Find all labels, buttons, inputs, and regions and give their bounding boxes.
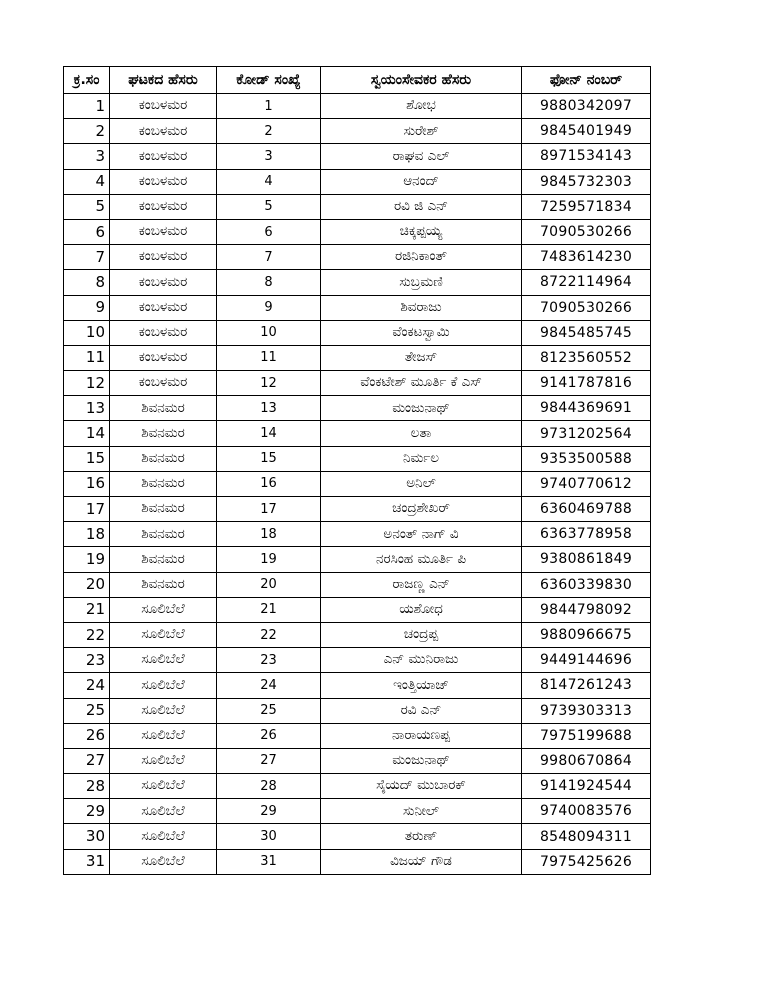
table-row	[64, 597, 651, 622]
cell-code-number: 11	[217, 345, 321, 370]
cell-serial-number: 5	[64, 194, 110, 219]
table-row	[64, 219, 651, 244]
cell-serial-number: 6	[64, 219, 110, 244]
cell-volunteer-name: ಚಿಕ್ಕಪ್ಪಯ್ಯ	[321, 219, 522, 244]
table-row	[64, 497, 651, 522]
cell-code-number: 17	[217, 497, 321, 522]
table-row	[64, 774, 651, 799]
cell-unit-name: ಕಂಬಳಮರ	[110, 144, 217, 169]
volunteer-table	[63, 66, 651, 875]
cell-phone-number: 7090530266	[522, 295, 651, 320]
cell-volunteer-name: ರಾಘವ ಎಲ್	[321, 144, 522, 169]
cell-unit-name: ಕಂಬಳಮರ	[110, 345, 217, 370]
cell-code-number: 4	[217, 169, 321, 194]
cell-unit-name: ಸೂಲಿಬೆಲೆ	[110, 799, 217, 824]
cell-code-number: 13	[217, 396, 321, 421]
cell-phone-number: 9845732303	[522, 169, 651, 194]
cell-code-number: 28	[217, 774, 321, 799]
cell-phone-number: 9739303313	[522, 698, 651, 723]
cell-unit-name: ಕಂಬಳಮರ	[110, 245, 217, 270]
cell-phone-number: 7975425626	[522, 849, 651, 874]
cell-volunteer-name: ರವಿ ಜಿ ಎನ್	[321, 194, 522, 219]
cell-phone-number: 9880966675	[522, 622, 651, 647]
cell-code-number: 5	[217, 194, 321, 219]
cell-unit-name: ಶಿವನಮರ	[110, 522, 217, 547]
table-row	[64, 270, 651, 295]
cell-volunteer-name: ಸುಬ್ರಮಣಿ	[321, 270, 522, 295]
cell-serial-number: 8	[64, 270, 110, 295]
cell-code-number: 10	[217, 320, 321, 345]
cell-serial-number: 12	[64, 371, 110, 396]
cell-serial-number: 11	[64, 345, 110, 370]
cell-serial-number: 31	[64, 849, 110, 874]
cell-serial-number: 16	[64, 471, 110, 496]
cell-unit-name: ಸೂಲಿಬೆಲೆ	[110, 648, 217, 673]
cell-phone-number: 9380861849	[522, 547, 651, 572]
cell-unit-name: ಕಂಬಳಮರ	[110, 94, 217, 119]
cell-unit-name: ಶಿವನಮರ	[110, 396, 217, 421]
cell-phone-number: 9141924544	[522, 774, 651, 799]
cell-volunteer-name: ಅನಿಲ್	[321, 471, 522, 496]
cell-serial-number: 20	[64, 572, 110, 597]
cell-unit-name: ಸೂಲಿಬೆಲೆ	[110, 698, 217, 723]
cell-serial-number: 2	[64, 119, 110, 144]
cell-serial-number: 29	[64, 799, 110, 824]
cell-phone-number: 7483614230	[522, 245, 651, 270]
volunteer-table-container	[63, 66, 651, 875]
cell-unit-name: ಸೂಲಿಬೆಲೆ	[110, 774, 217, 799]
cell-unit-name: ಕಂಬಳಮರ	[110, 295, 217, 320]
cell-code-number: 15	[217, 446, 321, 471]
cell-phone-number: 9740770612	[522, 471, 651, 496]
cell-volunteer-name: ನರಸಿಂಹ ಮೂರ್ತಿ ಪಿ	[321, 547, 522, 572]
cell-code-number: 25	[217, 698, 321, 723]
cell-serial-number: 3	[64, 144, 110, 169]
table-row	[64, 94, 651, 119]
cell-serial-number: 26	[64, 723, 110, 748]
cell-phone-number: 8971534143	[522, 144, 651, 169]
cell-code-number: 19	[217, 547, 321, 572]
table-row	[64, 471, 651, 496]
table-row	[64, 824, 651, 849]
cell-code-number: 1	[217, 94, 321, 119]
cell-code-number: 27	[217, 748, 321, 773]
cell-serial-number: 28	[64, 774, 110, 799]
cell-volunteer-name: ಇಂತ್ತಿಯಾಜ್	[321, 673, 522, 698]
cell-volunteer-name: ಚಂದ್ರಶೇಖರ್	[321, 497, 522, 522]
cell-unit-name: ಕಂಬಳಮರ	[110, 169, 217, 194]
table-row	[64, 748, 651, 773]
cell-code-number: 20	[217, 572, 321, 597]
cell-serial-number: 17	[64, 497, 110, 522]
cell-unit-name: ಕಂಬಳಮರ	[110, 194, 217, 219]
cell-phone-number: 9353500588	[522, 446, 651, 471]
cell-volunteer-name: ತರುಣ್	[321, 824, 522, 849]
cell-phone-number: 9844798092	[522, 597, 651, 622]
cell-volunteer-name: ವಿಜಯ್ ಗೌಡ	[321, 849, 522, 874]
cell-serial-number: 21	[64, 597, 110, 622]
table-row	[64, 119, 651, 144]
cell-unit-name: ಶಿವನಮರ	[110, 446, 217, 471]
cell-serial-number: 25	[64, 698, 110, 723]
cell-volunteer-name: ನಾರಾಯಣಪ್ಪ	[321, 723, 522, 748]
header-code-number: ಕೋಡ್ ಸಂಖ್ಯೆ	[217, 67, 321, 94]
cell-volunteer-name: ನಿರ್ಮಲ	[321, 446, 522, 471]
cell-code-number: 23	[217, 648, 321, 673]
cell-volunteer-name: ಅನಂತ್ ನಾಗ್ ವಿ	[321, 522, 522, 547]
cell-serial-number: 14	[64, 421, 110, 446]
cell-volunteer-name: ಸುನೀಲ್	[321, 799, 522, 824]
cell-volunteer-name: ರವಿ ಎನ್	[321, 698, 522, 723]
cell-phone-number: 8147261243	[522, 673, 651, 698]
cell-phone-number: 7259571834	[522, 194, 651, 219]
cell-code-number: 6	[217, 219, 321, 244]
table-row	[64, 421, 651, 446]
cell-code-number: 18	[217, 522, 321, 547]
cell-unit-name: ಶಿವನಮರ	[110, 421, 217, 446]
cell-volunteer-name: ಸೈಯದ್ ಮುಬಾರಕ್	[321, 774, 522, 799]
cell-unit-name: ಶಿವನಮರ	[110, 547, 217, 572]
cell-unit-name: ಸೂಲಿಬೆಲೆ	[110, 723, 217, 748]
cell-code-number: 21	[217, 597, 321, 622]
cell-volunteer-name: ಎನ್ ಮುನಿರಾಜು	[321, 648, 522, 673]
cell-code-number: 3	[217, 144, 321, 169]
table-row	[64, 446, 651, 471]
cell-phone-number: 9844369691	[522, 396, 651, 421]
cell-volunteer-name: ಶೋಭ	[321, 94, 522, 119]
table-row	[64, 371, 651, 396]
cell-phone-number: 6360339830	[522, 572, 651, 597]
cell-phone-number: 6363778958	[522, 522, 651, 547]
cell-code-number: 2	[217, 119, 321, 144]
cell-unit-name: ಸೂಲಿಬೆಲೆ	[110, 622, 217, 647]
cell-phone-number: 9980670864	[522, 748, 651, 773]
cell-serial-number: 27	[64, 748, 110, 773]
cell-phone-number: 9141787816	[522, 371, 651, 396]
table-row	[64, 396, 651, 421]
cell-volunteer-name: ರಾಜಣ್ಣ ಎನ್	[321, 572, 522, 597]
cell-unit-name: ಕಂಬಳಮರ	[110, 270, 217, 295]
cell-unit-name: ಕಂಬಳಮರ	[110, 371, 217, 396]
table-row	[64, 522, 651, 547]
table-row	[64, 673, 651, 698]
cell-code-number: 7	[217, 245, 321, 270]
cell-serial-number: 4	[64, 169, 110, 194]
table-row	[64, 698, 651, 723]
table-row	[64, 572, 651, 597]
table-row	[64, 648, 651, 673]
cell-volunteer-name: ವೆಂಕಟಸ್ವಾಮಿ	[321, 320, 522, 345]
table-row	[64, 169, 651, 194]
cell-code-number: 9	[217, 295, 321, 320]
cell-serial-number: 23	[64, 648, 110, 673]
table-row	[64, 320, 651, 345]
cell-serial-number: 30	[64, 824, 110, 849]
cell-serial-number: 18	[64, 522, 110, 547]
table-row	[64, 194, 651, 219]
cell-volunteer-name: ಯಶೋಧ	[321, 597, 522, 622]
cell-code-number: 26	[217, 723, 321, 748]
cell-volunteer-name: ರಜಿನಿಕಾಂತ್	[321, 245, 522, 270]
cell-volunteer-name: ಮಂಜುನಾಥ್	[321, 748, 522, 773]
header-serial-number: ಕ್ರ.ಸಂ	[64, 67, 110, 94]
cell-phone-number: 9449144696	[522, 648, 651, 673]
cell-serial-number: 13	[64, 396, 110, 421]
cell-volunteer-name: ತೇಜಸ್	[321, 345, 522, 370]
cell-code-number: 30	[217, 824, 321, 849]
cell-unit-name: ಶಿವನಮರ	[110, 497, 217, 522]
cell-serial-number: 1	[64, 94, 110, 119]
cell-unit-name: ಕಂಬಳಮರ	[110, 320, 217, 345]
cell-volunteer-name: ವೆಂಕಟೇಶ್ ಮೂರ್ತಿ ಕೆ ಎಸ್	[321, 371, 522, 396]
header-volunteer-name: ಸ್ವಯಂಸೇವಕರ ಹೆಸರು	[321, 67, 522, 94]
cell-serial-number: 15	[64, 446, 110, 471]
table-row	[64, 144, 651, 169]
table-row	[64, 622, 651, 647]
cell-phone-number: 8548094311	[522, 824, 651, 849]
cell-code-number: 31	[217, 849, 321, 874]
cell-serial-number: 10	[64, 320, 110, 345]
cell-code-number: 29	[217, 799, 321, 824]
cell-serial-number: 9	[64, 295, 110, 320]
cell-phone-number: 9845485745	[522, 320, 651, 345]
cell-phone-number: 9880342097	[522, 94, 651, 119]
cell-code-number: 12	[217, 371, 321, 396]
table-row	[64, 245, 651, 270]
table-row	[64, 345, 651, 370]
table-body	[64, 94, 651, 875]
cell-volunteer-name: ಚಂದ್ರಪ್ಪ	[321, 622, 522, 647]
cell-volunteer-name: ಆನಂದ್	[321, 169, 522, 194]
cell-unit-name: ಶಿವನಮರ	[110, 572, 217, 597]
cell-unit-name: ಸೂಲಿಬೆಲೆ	[110, 748, 217, 773]
cell-phone-number: 7090530266	[522, 219, 651, 244]
table-row	[64, 799, 651, 824]
cell-phone-number: 8722114964	[522, 270, 651, 295]
cell-serial-number: 22	[64, 622, 110, 647]
header-phone-number: ಫೋನ್ ನಂಬರ್	[522, 67, 651, 94]
cell-phone-number: 7975199688	[522, 723, 651, 748]
header-unit-name: ಘಟಕದ ಹೆಸರು	[110, 67, 217, 94]
cell-unit-name: ಸೂಲಿಬೆಲೆ	[110, 673, 217, 698]
table-row	[64, 849, 651, 874]
cell-code-number: 8	[217, 270, 321, 295]
table-row	[64, 723, 651, 748]
cell-volunteer-name: ಮಂಜುನಾಥ್	[321, 396, 522, 421]
cell-phone-number: 9845401949	[522, 119, 651, 144]
cell-volunteer-name: ಲತಾ	[321, 421, 522, 446]
cell-unit-name: ಸೂಲಿಬೆಲೆ	[110, 824, 217, 849]
cell-volunteer-name: ಸುರೇಶ್	[321, 119, 522, 144]
cell-code-number: 22	[217, 622, 321, 647]
cell-phone-number: 6360469788	[522, 497, 651, 522]
table-header-row	[64, 67, 651, 94]
cell-code-number: 16	[217, 471, 321, 496]
cell-unit-name: ಸೂಲಿಬೆಲೆ	[110, 597, 217, 622]
cell-code-number: 14	[217, 421, 321, 446]
cell-serial-number: 7	[64, 245, 110, 270]
cell-serial-number: 19	[64, 547, 110, 572]
cell-code-number: 24	[217, 673, 321, 698]
cell-unit-name: ಶಿವನಮರ	[110, 471, 217, 496]
cell-unit-name: ಕಂಬಳಮರ	[110, 219, 217, 244]
cell-unit-name: ಕಂಬಳಮರ	[110, 119, 217, 144]
cell-volunteer-name: ಶಿವರಾಜು	[321, 295, 522, 320]
table-row	[64, 295, 651, 320]
table-row	[64, 547, 651, 572]
cell-unit-name: ಸೂಲಿಬೆಲೆ	[110, 849, 217, 874]
cell-phone-number: 8123560552	[522, 345, 651, 370]
cell-serial-number: 24	[64, 673, 110, 698]
cell-phone-number: 9731202564	[522, 421, 651, 446]
cell-phone-number: 9740083576	[522, 799, 651, 824]
